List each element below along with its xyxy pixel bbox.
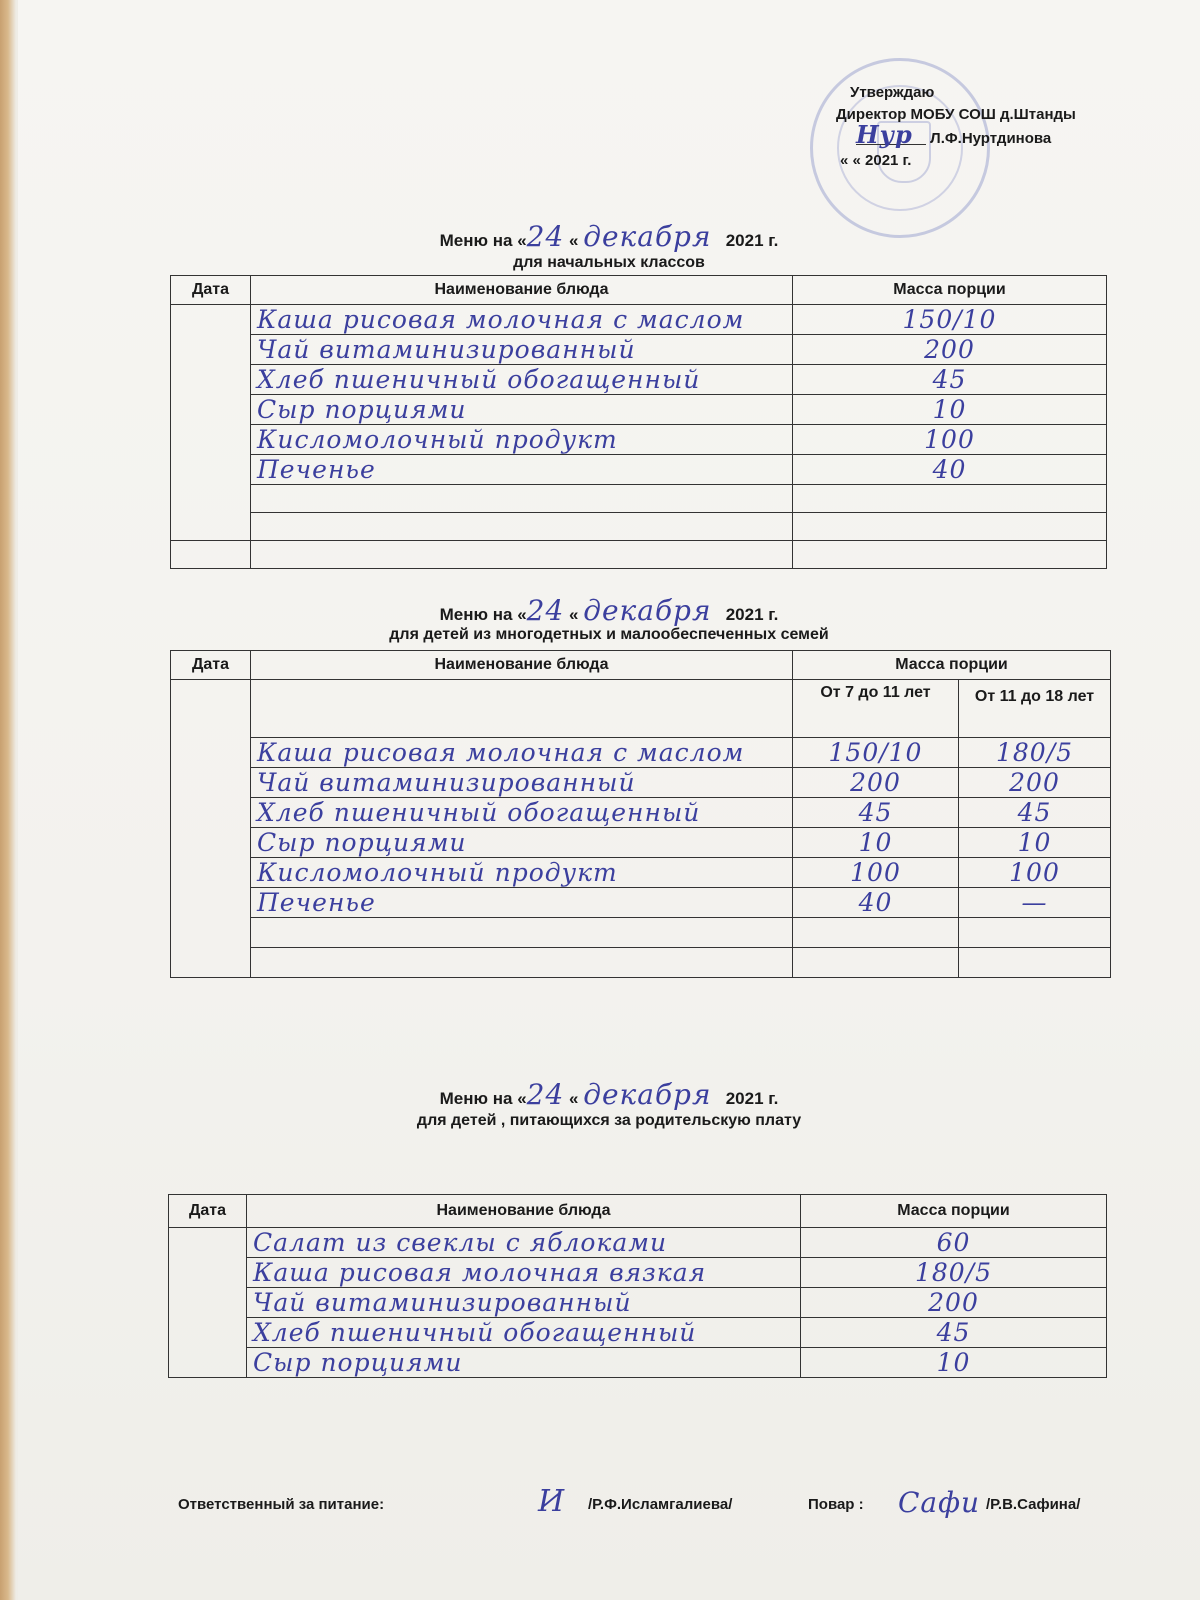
dish-cell <box>251 513 793 541</box>
mass-cell: 45 <box>959 798 1111 828</box>
menu1-month: декабря <box>583 220 712 253</box>
mass-cell: 10 <box>801 1348 1107 1378</box>
menu3-header-row <box>169 1195 1107 1228</box>
mass-cell: 40 <box>793 888 959 918</box>
dish-cell: Чай витаминизированный <box>251 335 793 365</box>
mass-cell: 45 <box>801 1318 1107 1348</box>
mass-cell: 200 <box>801 1288 1107 1318</box>
dish-cell: Каша рисовая молочная вязкая <box>247 1258 801 1288</box>
menu3-day: 24 <box>526 1078 565 1111</box>
mass-cell <box>793 485 1107 513</box>
mass-cell: 180/5 <box>801 1258 1107 1288</box>
menu2-header-age2: От 11 до 18 лет <box>959 680 1111 738</box>
dish-cell <box>251 485 793 513</box>
dish-cell: Печенье <box>251 455 793 485</box>
menu1-subtitle: для начальных классов <box>513 254 705 271</box>
mass-cell: 200 <box>793 335 1107 365</box>
responsible-signature: И <box>538 1484 566 1519</box>
dish-cell: Сыр порциями <box>251 395 793 425</box>
menu3-header-date: Дата <box>169 1195 247 1228</box>
menu1-title-mid: « <box>569 231 579 250</box>
mass-cell: 100 <box>793 425 1107 455</box>
dish-cell <box>251 918 793 948</box>
approval-signature-line <box>856 120 1136 150</box>
mass-cell: 10 <box>793 828 959 858</box>
menu2-header-date: Дата <box>171 651 251 680</box>
table-row <box>169 1348 1107 1378</box>
dish-cell: Салат из свеклы с яблоками <box>247 1228 801 1258</box>
mass-cell <box>793 918 959 948</box>
mass-cell: 150/10 <box>793 738 959 768</box>
dish-cell: Хлеб пшеничный обогащенный <box>251 798 793 828</box>
menu3-title <box>18 1078 1200 1111</box>
menu1-table <box>170 275 1107 569</box>
table-row <box>171 395 1107 425</box>
table-row <box>171 918 1111 948</box>
responsible-name: /Р.Ф.Исламгалиева/ <box>588 1496 733 1513</box>
menu2-day: 24 <box>526 594 565 627</box>
dish-cell: Хлеб пшеничный обогащенный <box>251 365 793 395</box>
responsible-label: Ответственный за питание: <box>178 1496 385 1513</box>
table-row <box>171 768 1111 798</box>
table-row <box>169 1258 1107 1288</box>
menu3-month: декабря <box>583 1078 712 1111</box>
table-row <box>169 1228 1107 1258</box>
menu2-date-cell <box>171 680 251 978</box>
menu1-year: 2021 г. <box>725 231 779 250</box>
menu2-title-mid: « <box>569 605 579 624</box>
menu2-age-blank <box>251 680 793 738</box>
dish-cell <box>251 541 793 569</box>
menu1-header-dish: Наименование блюда <box>251 276 793 305</box>
mass-cell: 45 <box>793 798 959 828</box>
dish-cell: Сыр порциями <box>247 1348 801 1378</box>
menu2-title-prefix: Меню на « <box>439 605 527 624</box>
dish-cell: Чай витаминизированный <box>251 768 793 798</box>
menu1-day: 24 <box>526 220 565 253</box>
menu1-title <box>18 220 1200 253</box>
table-row <box>171 738 1111 768</box>
mass-cell: 100 <box>959 858 1111 888</box>
document-page <box>18 0 1200 1600</box>
dish-cell: Сыр порциями <box>251 828 793 858</box>
menu2-header-mass: Масса порции <box>793 651 1111 680</box>
menu2-header-age1: От 7 до 11 лет <box>793 680 959 738</box>
table-row <box>171 425 1107 455</box>
menu2-subtitle: для детей из многодетных и малообеспеченных семей <box>389 626 829 643</box>
table-row <box>171 335 1107 365</box>
mass-cell: 10 <box>793 395 1107 425</box>
mass-cell: 60 <box>801 1228 1107 1258</box>
menu3-title-prefix: Меню на « <box>439 1089 527 1108</box>
table-row <box>171 485 1107 513</box>
menu2-table <box>170 650 1111 978</box>
menu3-header-mass: Масса порции <box>801 1195 1107 1228</box>
mass-cell: 100 <box>793 858 959 888</box>
table-row <box>171 828 1111 858</box>
menu1-title-prefix: Меню на « <box>439 231 527 250</box>
dish-cell: Кисломолочный продукт <box>251 425 793 455</box>
table-row <box>171 541 1107 569</box>
menu2-year: 2021 г. <box>725 605 779 624</box>
menu3-header-dish: Наименование блюда <box>247 1195 801 1228</box>
dish-cell: Хлеб пшеничный обогащенный <box>247 1318 801 1348</box>
menu3-subtitle: для детей , питающихся за родительскую плату <box>416 1112 802 1129</box>
cook-signature: Сафи <box>898 1486 981 1519</box>
menu2-age-row <box>171 680 1111 738</box>
approval-position: Директор МОБУ СОШ д.Штанды <box>836 106 1076 123</box>
dish-cell: Каша рисовая молочная с маслом <box>251 738 793 768</box>
menu1-header-date: Дата <box>171 276 251 305</box>
mass-cell <box>793 513 1107 541</box>
mass-cell: — <box>959 888 1111 918</box>
menu1-date-cell <box>171 305 251 541</box>
dish-cell: Печенье <box>251 888 793 918</box>
menu1-date-cell-bottom <box>171 541 251 569</box>
menu2-title <box>18 594 1200 627</box>
menu1-header-mass: Масса порции <box>793 276 1107 305</box>
mass-cell <box>959 918 1111 948</box>
cook-name: /Р.В.Сафина/ <box>986 1496 1081 1513</box>
dish-cell: Чай витаминизированный <box>247 1288 801 1318</box>
table-row <box>171 305 1107 335</box>
table-row <box>171 365 1107 395</box>
table-row <box>171 455 1107 485</box>
dish-cell: Каша рисовая молочная с маслом <box>251 305 793 335</box>
director-signature: Нур <box>856 126 926 145</box>
table-row <box>171 513 1107 541</box>
menu2-header-dish: Наименование блюда <box>251 651 793 680</box>
mass-cell: 10 <box>959 828 1111 858</box>
table-row <box>169 1288 1107 1318</box>
menu1-header-row <box>171 276 1107 305</box>
mass-cell: 200 <box>959 768 1111 798</box>
table-row <box>171 798 1111 828</box>
table-row <box>171 888 1111 918</box>
mass-cell <box>793 541 1107 569</box>
dish-cell: Кисломолочный продукт <box>251 858 793 888</box>
menu3-title-mid: « <box>569 1089 579 1108</box>
mass-cell: 150/10 <box>793 305 1107 335</box>
table-row <box>171 948 1111 978</box>
mass-cell <box>959 948 1111 978</box>
dish-cell <box>251 948 793 978</box>
menu2-header-row <box>171 651 1111 680</box>
mass-cell: 40 <box>793 455 1107 485</box>
director-name: Л.Ф.Нуртдинова <box>930 130 1052 147</box>
mass-cell <box>793 948 959 978</box>
cook-label: Повар : <box>808 1496 864 1513</box>
table-row <box>169 1318 1107 1348</box>
mass-cell: 45 <box>793 365 1107 395</box>
approval-title: Утверждаю <box>850 84 935 101</box>
menu3-table <box>168 1194 1107 1378</box>
menu3-year: 2021 г. <box>725 1089 779 1108</box>
mass-cell: 200 <box>793 768 959 798</box>
menu2-month: декабря <box>583 594 712 627</box>
approval-block <box>836 82 1136 172</box>
mass-cell: 180/5 <box>959 738 1111 768</box>
table-row <box>171 858 1111 888</box>
menu3-date-cell <box>169 1228 247 1378</box>
approval-date: « « 2021 г. <box>840 152 912 169</box>
